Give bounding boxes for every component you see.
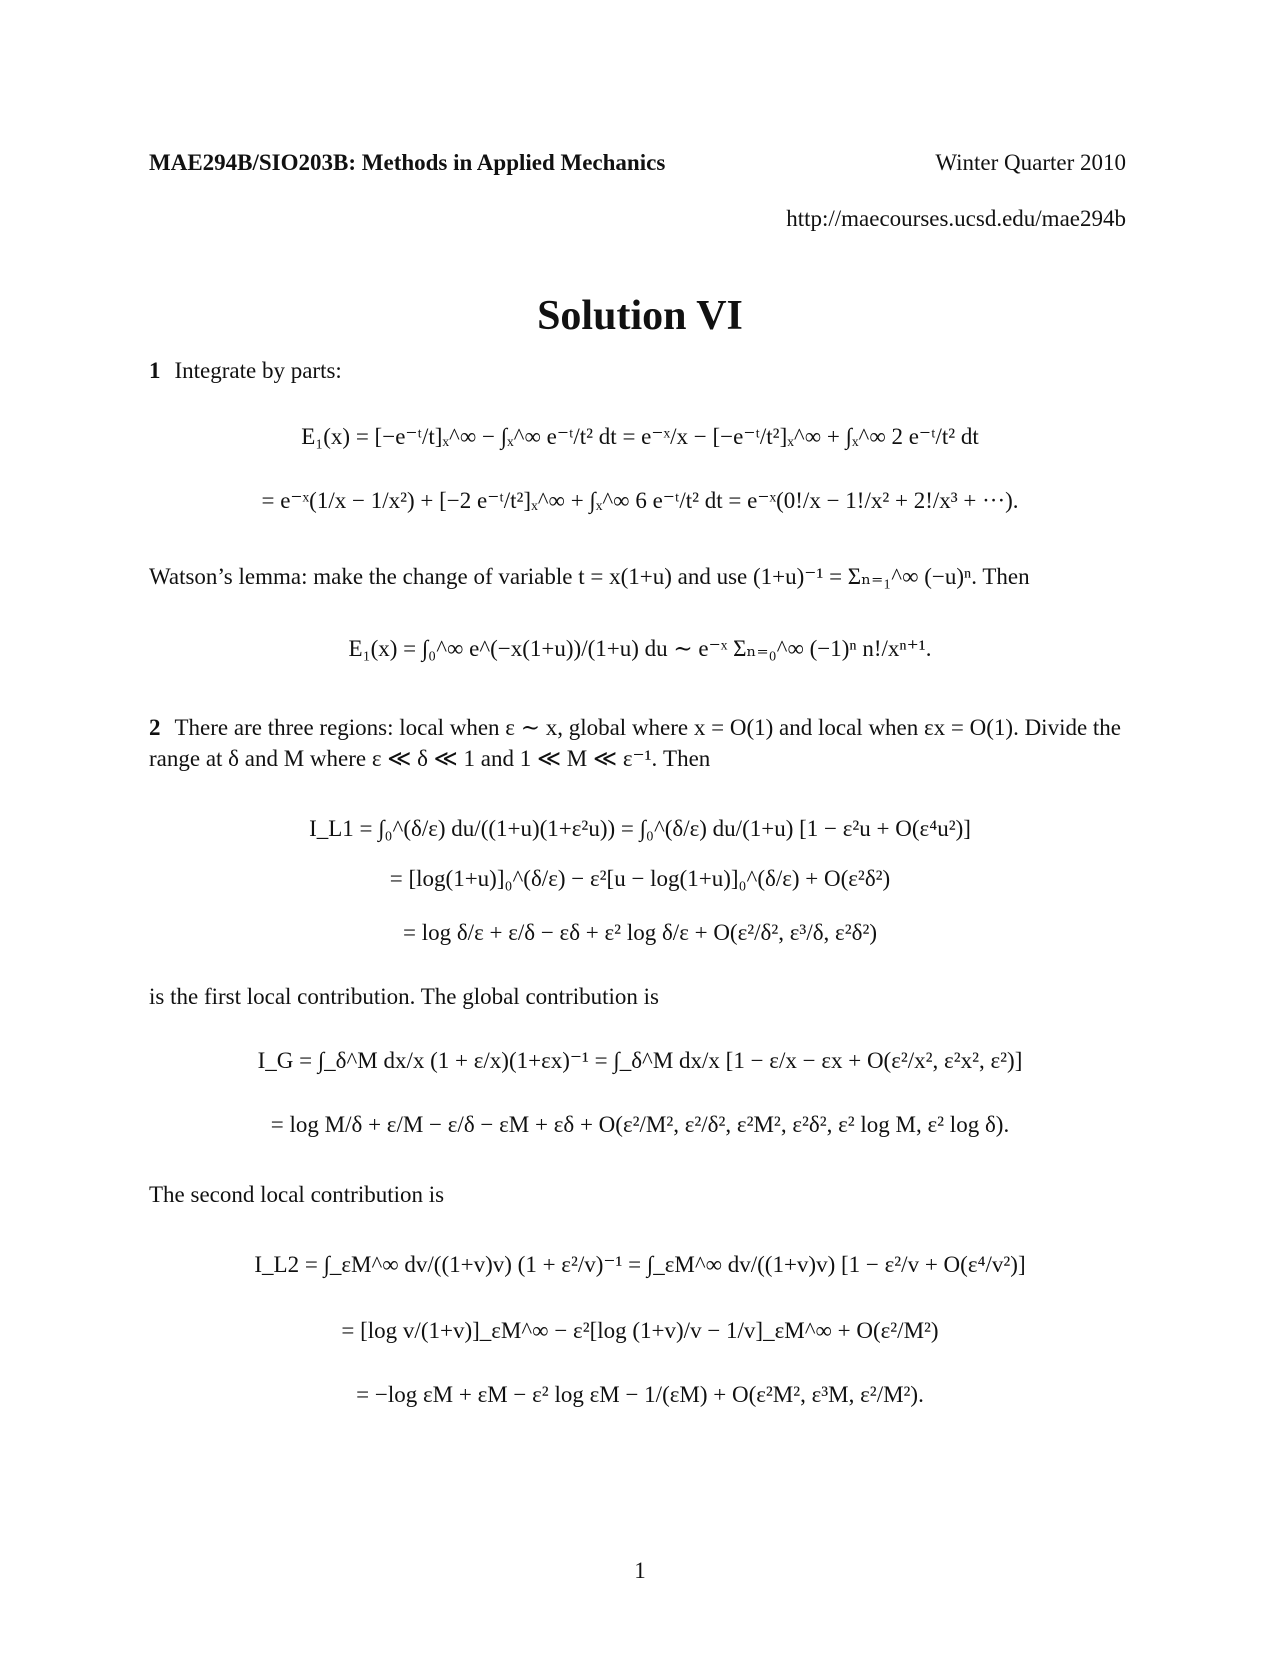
- section-1-number: 1: [149, 358, 161, 383]
- section-1-text: Integrate by parts:: [174, 358, 342, 383]
- page-title: Solution VI: [537, 293, 743, 339]
- equation-e1-line1: E₁(x) = [−e⁻ᵗ/t]ₓ^∞ − ∫ₓ^∞ e⁻ᵗ/t² dt = e⁻ˣ/x − [−e⁻ᵗ/t²]ₓ^∞ + ∫ₓ^∞ 2 e⁻ᵗ/t² dt: [301, 424, 979, 449]
- equation-il2-line1: I_L2 = ∫_εM^∞ dv/((1+v)v) (1 + ε²/v)⁻¹ = ∫_εM^∞ dv/((1+v)v) [1 − ε²/v + O(ε⁴/v²)]: [254, 1252, 1026, 1277]
- equation-ig-line1: I_G = ∫_δ^M dx/x (1 + ε/x)(1+εx)⁻¹ = ∫_δ^M dx/x [1 − ε/x − εx + O(ε²/x², ε²x², ε²)]: [257, 1048, 1023, 1073]
- section-2-intro: [149, 712, 1160, 774]
- equation-il1-line1: I_L1 = ∫₀^(δ/ε) du/((1+u)(1+ε²u)) = ∫₀^(δ/ε) du/(1+u) [1 − ε²u + O(ε⁴u²)]: [309, 816, 971, 841]
- equation-il1-line2: = [log(1+u)]₀^(δ/ε) − ε²[u − log(1+u)]₀^(δ/ε) + O(ε²δ²): [389, 866, 891, 891]
- section-2-text: There are three regions: local when ε ∼ x, global where x = O(1) and local when εx = O(1). Divide the range at δ and M where ε ≪ δ ≪ 1 and 1 ≪ M ≪ ε⁻¹. Then: [149, 715, 1122, 771]
- watson-lemma-text: Watson’s lemma: make the change of variable t = x(1+u) and use (1+u)⁻¹ = Σₙ₌₁^∞ (−u)ⁿ. Then: [149, 564, 1030, 589]
- course-url[interactable]: http://maecourses.ucsd.edu/mae294b: [786, 206, 1126, 231]
- equation-il2-line2: = [log v/(1+v)]_εM^∞ − ε²[log (1+v)/v − 1/v]_εM^∞ + O(ε²/M²): [341, 1318, 939, 1343]
- equation-e1-line2: = e⁻ˣ(1/x − 1/x²) + [−2 e⁻ᵗ/t²]ₓ^∞ + ∫ₓ^∞ 6 e⁻ᵗ/t² dt = e⁻ˣ(0!/x − 1!/x² + 2!/x³ + ···).: [261, 488, 1019, 513]
- equation-il2-line3: = −log εM + εM − ε² log εM − 1/(εM) + O(ε²M², ε³M, ε²/M²).: [356, 1382, 924, 1407]
- page-number: 1: [634, 1558, 646, 1583]
- second-local-text: The second local contribution is: [149, 1182, 445, 1207]
- equation-watson: E₁(x) = ∫₀^∞ e^(−x(1+u))/(1+u) du ∼ e⁻ˣ Σₙ₌₀^∞ (−1)ⁿ n!/xⁿ⁺¹.: [348, 636, 932, 661]
- section-1-heading: [149, 358, 342, 384]
- equation-ig-line2: = log M/δ + ε/M − ε/δ − εM + εδ + O(ε²/M², ε²/δ², ε²M², ε²δ², ε² log M, ε² log δ).: [270, 1112, 1010, 1137]
- first-local-text: is the first local contribution. The global contribution is: [149, 984, 659, 1009]
- course-title: MAE294B/SIO203B: Methods in Applied Mechanics: [149, 150, 666, 175]
- section-2-number: 2: [149, 715, 161, 740]
- term: Winter Quarter 2010: [935, 150, 1126, 175]
- equation-il1-line3: = log δ/ε + ε/δ − εδ + ε² log δ/ε + O(ε²/δ², ε³/δ, ε²δ²): [402, 920, 877, 945]
